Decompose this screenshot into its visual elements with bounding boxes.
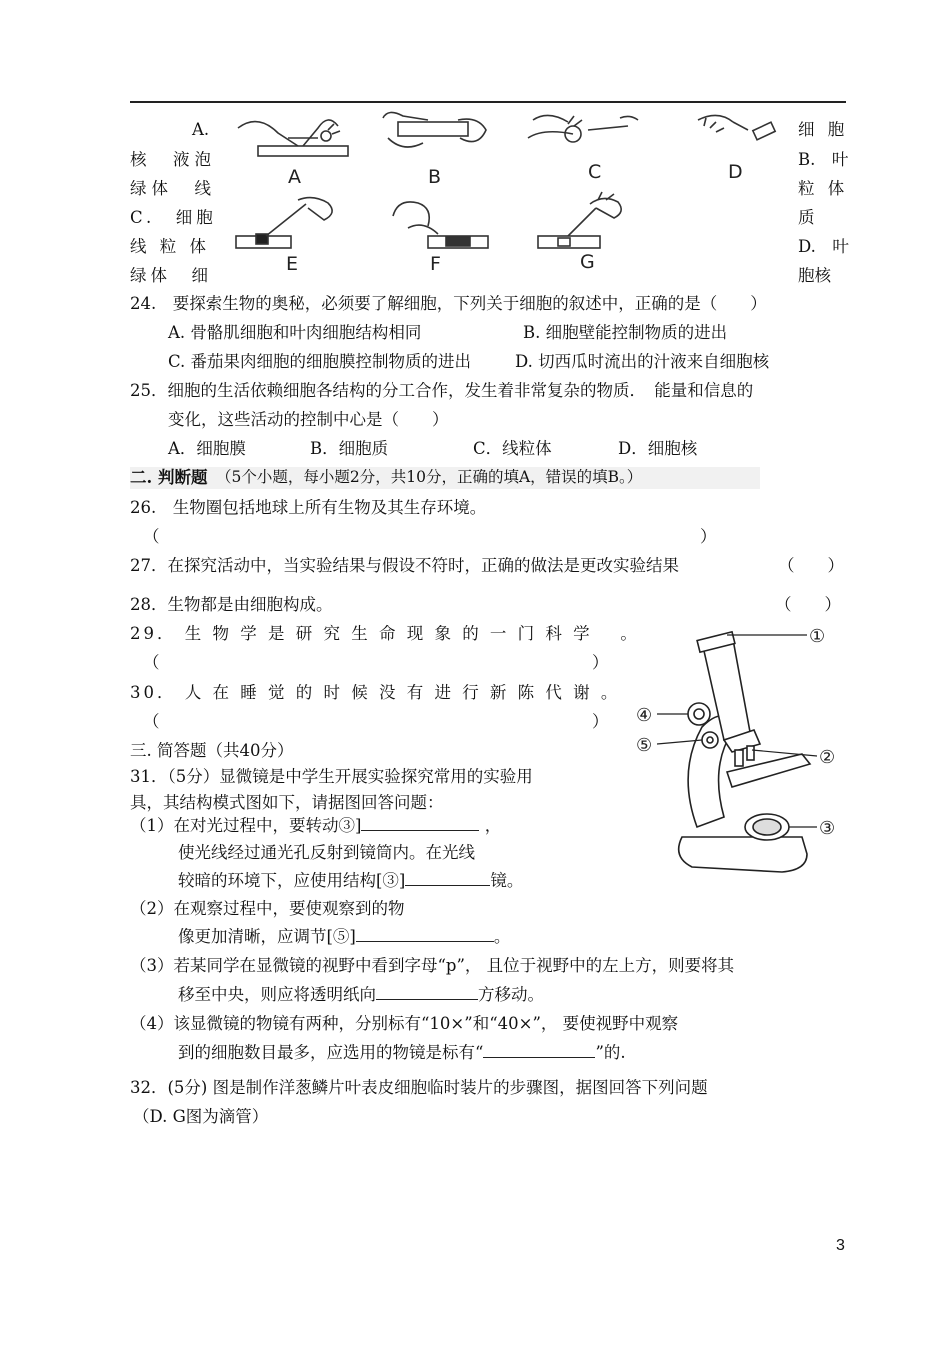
q26-stem: 26. 生物圈包括地球上所有生物及其生存环境。 — [130, 498, 487, 517]
figure-label-c: C — [588, 161, 602, 183]
q26-paren-close: ） — [700, 527, 717, 546]
q31-part1-text-a: （1）在对光过程中，要转动③] — [130, 816, 362, 835]
q30-paren-open: （ — [143, 712, 160, 731]
q31-part2-line2 — [178, 927, 510, 947]
q25-stem-line2: 变化，这些活动的控制中心是（ ） — [168, 410, 449, 429]
step-e-illustration — [236, 198, 332, 248]
q31-part4-text-a: 到的细胞数目最多，应选用的物镜是标有“ — [178, 1043, 484, 1062]
q29-stem: 29． 生 物 学 是 研 究 生 命 现 象 的 一 门 科 学 。 — [130, 624, 640, 643]
q31-part2-blank[interactable] — [356, 927, 494, 942]
q25-stem-line1: 25．细胞的生活依赖细胞各结构的分工合作，发生着非常复杂的物质． 能量和信息的 — [130, 381, 754, 400]
figure-label-d: D — [728, 161, 743, 183]
q25-option-b: B．细胞质 — [310, 439, 389, 458]
q23-right-line3: 粒 体 — [798, 179, 849, 198]
q31-part1-line3 — [178, 871, 523, 891]
q31-part3-blank[interactable] — [376, 985, 478, 1000]
q24-option-b: B. 细胞壁能控制物质的进出 — [523, 323, 728, 342]
q31-stem-line2: 具，其结构模式图如下，请据图回答问题： — [130, 793, 444, 812]
q23-a-label: A. — [192, 120, 210, 139]
q31-part3-text-a: 移至中央，则应将透明纸向 — [178, 985, 376, 1004]
figure-label-g: G — [580, 251, 595, 273]
q26-paren-open: （ — [143, 527, 160, 546]
q31-part3-line2 — [178, 985, 544, 1005]
q28-stem: 28．生物都是由细胞构成。 — [130, 595, 333, 614]
figure-label-f: F — [430, 253, 441, 275]
q29-paren-close: ） — [592, 653, 609, 672]
q23-right-line5: D. 叶 — [798, 237, 849, 256]
label-5: ⑤ — [636, 735, 653, 756]
q27-answer-paren: （ ） — [778, 556, 844, 575]
q31-part1-line2: 使光线经过通光孔反射到镜筒内。在光线 — [178, 843, 475, 862]
q23-c-left-line1: 线 粒 体 — [130, 237, 210, 256]
q30-paren-close: ） — [592, 712, 609, 731]
q31-stem-line1: 31．（5分）显微镜是中学生开展实验探究常用的实验用 — [130, 767, 533, 786]
q23-a-left-line1: 核 液泡 — [130, 150, 216, 169]
q24-option-c: C. 番茄果肉细胞的细胞膜控制物质的进出 — [168, 352, 472, 371]
section2-note: （5个小题，每小题2分，共10分，正确的填A，错误的填B。） — [216, 468, 643, 486]
q23-a-left-line2: 绿体 线 — [130, 179, 216, 198]
q23-c-left-line2: 绿体 细 — [130, 266, 212, 285]
q25-option-a: A．细胞膜 — [168, 439, 246, 458]
q31-part1-text-c: 较暗的环境下，应使用结构[③] — [178, 871, 406, 890]
q30-stem: 30． 人 在 睡 觉 的 时 候 没 有 进 行 新 陈 代 谢 。 — [130, 683, 621, 702]
q31-part4-text-b: ”的. — [595, 1043, 626, 1062]
q29-paren-open: （ — [143, 653, 160, 672]
step-d-illustration — [698, 115, 775, 139]
q32-stem-line2: （D. G图为滴管） — [133, 1107, 269, 1126]
step-b-illustration — [383, 112, 486, 147]
step-f-illustration — [393, 202, 488, 248]
q23-c-label: C. 细胞 — [130, 208, 217, 227]
q31-part1-text-d: 镜。 — [490, 871, 524, 890]
q31-part1-blank2[interactable] — [405, 871, 490, 886]
page-number: 3 — [836, 1237, 845, 1254]
q23-right-line4: 质 — [798, 208, 815, 227]
q32-stem-line1: 32．(5分) 图是制作洋葱鳞片叶表皮细胞临时装片的步骤图，据图回答下列问题 — [130, 1078, 708, 1097]
q31-part3-line1: （3）若某同学在显微镜的视野中看到字母“p”， 且位于视野中的左上方，则要将其 — [130, 956, 735, 975]
q31-part4-line2 — [178, 1043, 626, 1063]
q31-part1-text-b: ， — [484, 816, 502, 835]
figure-label-e: E — [286, 253, 299, 275]
step-g-illustration — [538, 192, 621, 248]
header-rule — [130, 101, 846, 103]
q31-part4-line1: （4）该显微镜的物镜有两种，分别标有“10×”和“40×”， 要使视野中观察 — [130, 1014, 679, 1033]
q28-answer-paren: （ ） — [775, 595, 841, 614]
step-a-illustration — [238, 120, 348, 156]
q24-stem: 24. 要探索生物的奥秘，必须要了解细胞，下列关于细胞的叙述中，正确的是（ ） — [130, 294, 767, 313]
q25-option-c: C．线粒体 — [473, 439, 552, 458]
figure-label-a: A — [288, 166, 301, 188]
microscope-figure — [632, 622, 847, 882]
q27-stem: 27．在探究活动中，当实验结果与假设不符时，正确的做法是更改实验结果 — [130, 556, 679, 575]
q24-option-d: D. 切西瓜时流出的汁液来自细胞核 — [515, 352, 770, 371]
q24-option-a: A. 骨骼肌细胞和叶肉细胞结构相同 — [168, 323, 422, 342]
q31-part4-blank[interactable] — [483, 1043, 595, 1058]
label-1: ① — [809, 626, 826, 647]
q23-right-line6: 胞核 — [798, 266, 831, 285]
q31-part2-text-b: 。 — [493, 927, 511, 946]
label-2: ② — [819, 747, 836, 768]
section3-heading: 三. 简答题（共40分） — [130, 741, 294, 760]
q31-part2-text-a: 像更加清晰，应调节[⑤] — [178, 927, 356, 946]
step-c-illustration — [528, 115, 638, 142]
q23-right-line2: B. 叶 — [798, 150, 849, 169]
q31-part1-line1 — [130, 816, 501, 836]
q31-part1-blank1[interactable] — [361, 816, 479, 831]
procedure-figure — [228, 108, 788, 278]
q23-right-line1: 细 胞 — [798, 120, 849, 139]
base — [679, 837, 807, 872]
q31-part3-text-b: 方移动。 — [478, 985, 544, 1004]
label-4: ④ — [636, 705, 653, 726]
label-3: ③ — [819, 818, 836, 839]
q31-part2-line1: （2）在观察过程中，要使观察到的物 — [130, 899, 405, 918]
figure-label-b: B — [428, 166, 442, 188]
q25-option-d: D．细胞核 — [618, 439, 698, 458]
section2-heading: 二. 判断题 — [130, 468, 208, 487]
